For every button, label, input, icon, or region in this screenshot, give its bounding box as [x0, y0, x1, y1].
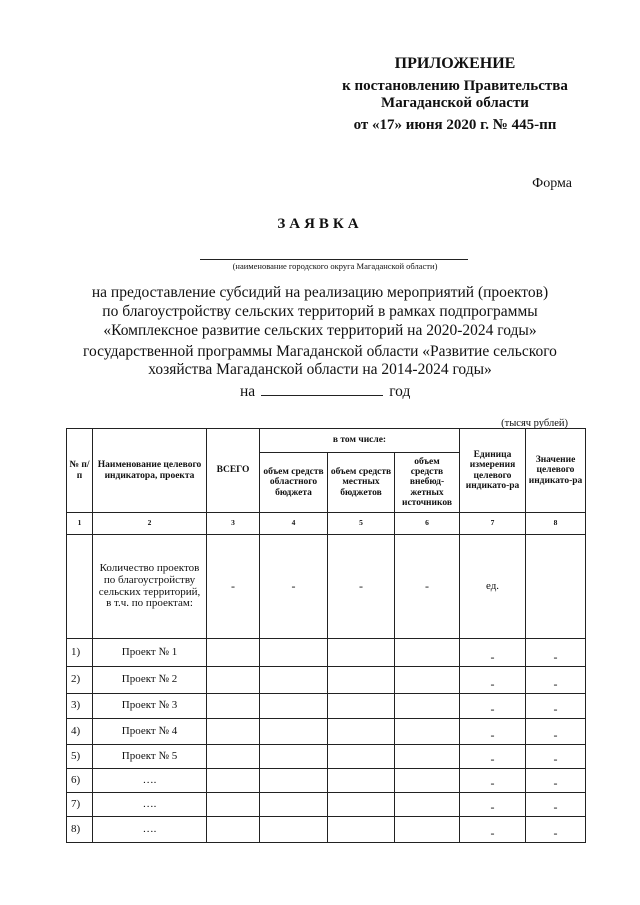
project-name: Проект № 2	[93, 667, 207, 694]
municipality-name-line	[200, 259, 468, 260]
cell-value: -	[526, 769, 586, 793]
table-row	[67, 694, 586, 719]
header-name: Наименование целевого индикатора, проекта	[93, 429, 207, 513]
cell-value: -	[526, 719, 586, 745]
cell-unit: -	[460, 817, 526, 843]
header-unit: Единица измерения целевого индикато-ра	[460, 429, 526, 513]
purpose-line-5: хозяйства Магаданской области на 2014-2024 годы»	[148, 361, 492, 378]
purpose-line-2: по благоустройству сельских территорий в рамках подпрограммы	[102, 303, 538, 320]
cell-regional	[260, 667, 328, 694]
table-row	[67, 769, 586, 793]
cell-extra	[395, 793, 460, 817]
resolution-line: к постановлению Правительства	[342, 78, 568, 94]
year-line	[240, 381, 410, 401]
project-name: Проект № 3	[93, 694, 207, 719]
cell-value: -	[526, 793, 586, 817]
purpose-line-1: на предоставление субсидий на реализацию мероприятий (проектов)	[91, 284, 549, 301]
summary-label: Количество проектов по благоустройству сельских территорий, в т.ч. по проектам:	[93, 535, 207, 639]
row-number: 6)	[67, 769, 93, 793]
summary-extra: -	[395, 535, 460, 639]
cell-extra	[395, 719, 460, 745]
cell-extra	[395, 639, 460, 667]
resolution-date-line: от «17» июня 2020 г. № 445-пп	[353, 117, 557, 133]
cell-regional	[260, 694, 328, 719]
summary-local: -	[328, 535, 395, 639]
cell-total	[207, 667, 260, 694]
cell-unit: -	[460, 769, 526, 793]
header-regional-budget: объем средств областного бюджета	[260, 453, 328, 513]
subsidy-table	[66, 428, 586, 843]
cell-value: -	[526, 745, 586, 769]
summary-value	[526, 535, 586, 639]
cell-total	[207, 769, 260, 793]
cell-local	[328, 817, 395, 843]
cell-value: -	[526, 639, 586, 667]
header-extrabudgetary: объем средств внебюд-жетных источников	[395, 453, 460, 513]
cell-extra	[395, 817, 460, 843]
cell-regional	[260, 817, 328, 843]
summary-row	[67, 535, 586, 639]
cell-regional	[260, 719, 328, 745]
summary-unit: ед.	[460, 535, 526, 639]
row-number: 5)	[67, 745, 93, 769]
cell-total	[207, 817, 260, 843]
cell-total	[207, 793, 260, 817]
cell-unit: -	[460, 639, 526, 667]
cell-local	[328, 793, 395, 817]
units-note: (тысяч рублей)	[501, 418, 568, 429]
cell-local	[328, 769, 395, 793]
cell-extra	[395, 694, 460, 719]
year-prefix: на	[240, 383, 256, 400]
document-title: ЗАЯВКА	[277, 216, 363, 232]
project-name: Проект № 5	[93, 745, 207, 769]
cell-unit: -	[460, 667, 526, 694]
col-number-7: 7	[460, 513, 526, 535]
row-number: 3)	[67, 694, 93, 719]
row-number: 4)	[67, 719, 93, 745]
year-suffix: год	[389, 383, 411, 400]
col-number-8: 8	[526, 513, 586, 535]
form-label: Форма	[532, 176, 572, 191]
row-number: 7)	[67, 793, 93, 817]
table-row	[67, 817, 586, 843]
cell-local	[328, 667, 395, 694]
table-row	[67, 667, 586, 694]
summary-total: -	[207, 535, 260, 639]
header-value: Значение целевого индикато-ра	[526, 429, 586, 513]
cell-extra	[395, 667, 460, 694]
header-np: № п/п	[67, 429, 93, 513]
cell-value: -	[526, 667, 586, 694]
cell-regional	[260, 639, 328, 667]
purpose-line-4: государственной программы Магаданской области «Развитие сельского	[83, 343, 557, 360]
cell-total	[207, 694, 260, 719]
project-name: ….	[93, 793, 207, 817]
cell-value: -	[526, 817, 586, 843]
table-row	[67, 639, 586, 667]
row-number: 8)	[67, 817, 93, 843]
col-number-6: 6	[395, 513, 460, 535]
cell-regional	[260, 745, 328, 769]
project-name: ….	[93, 817, 207, 843]
project-name: Проект № 1	[93, 639, 207, 667]
col-number-3: 3	[207, 513, 260, 535]
cell-total	[207, 639, 260, 667]
cell-value: -	[526, 694, 586, 719]
table-row	[67, 719, 586, 745]
municipality-name-caption: (наименование городского округа Магаданской области)	[232, 261, 438, 271]
cell-regional	[260, 769, 328, 793]
col-number-1: 1	[67, 513, 93, 535]
cell-unit: -	[460, 745, 526, 769]
cell-unit: -	[460, 793, 526, 817]
cell-unit: -	[460, 719, 526, 745]
cell-local	[328, 745, 395, 769]
summary-regional: -	[260, 535, 328, 639]
header-local-budget: объем средств местных бюджетов	[328, 453, 395, 513]
table-row	[67, 793, 586, 817]
col-number-4: 4	[260, 513, 328, 535]
appendix-title: ПРИЛОЖЕНИЕ	[394, 55, 516, 72]
cell-total	[207, 745, 260, 769]
col-number-2: 2	[93, 513, 207, 535]
cell-total	[207, 719, 260, 745]
year-blank-field	[261, 381, 383, 396]
col-number-5: 5	[328, 513, 395, 535]
cell-regional	[260, 793, 328, 817]
header-total: ВСЕГО	[207, 429, 260, 513]
cell-local	[328, 719, 395, 745]
row-number: 1)	[67, 639, 93, 667]
cell-unit: -	[460, 694, 526, 719]
row-number: 2)	[67, 667, 93, 694]
region-line: Магаданской области	[381, 95, 529, 111]
purpose-line-3: «Комплексное развитие сельских территорий на 2020-2024 годы»	[103, 322, 537, 339]
project-name: ….	[93, 769, 207, 793]
table-row	[67, 745, 586, 769]
cell-extra	[395, 769, 460, 793]
project-name: Проект № 4	[93, 719, 207, 745]
cell-local	[328, 639, 395, 667]
cell-extra	[395, 745, 460, 769]
header-including: в том числе:	[260, 429, 460, 453]
summary-num-cell	[67, 535, 93, 639]
cell-local	[328, 694, 395, 719]
